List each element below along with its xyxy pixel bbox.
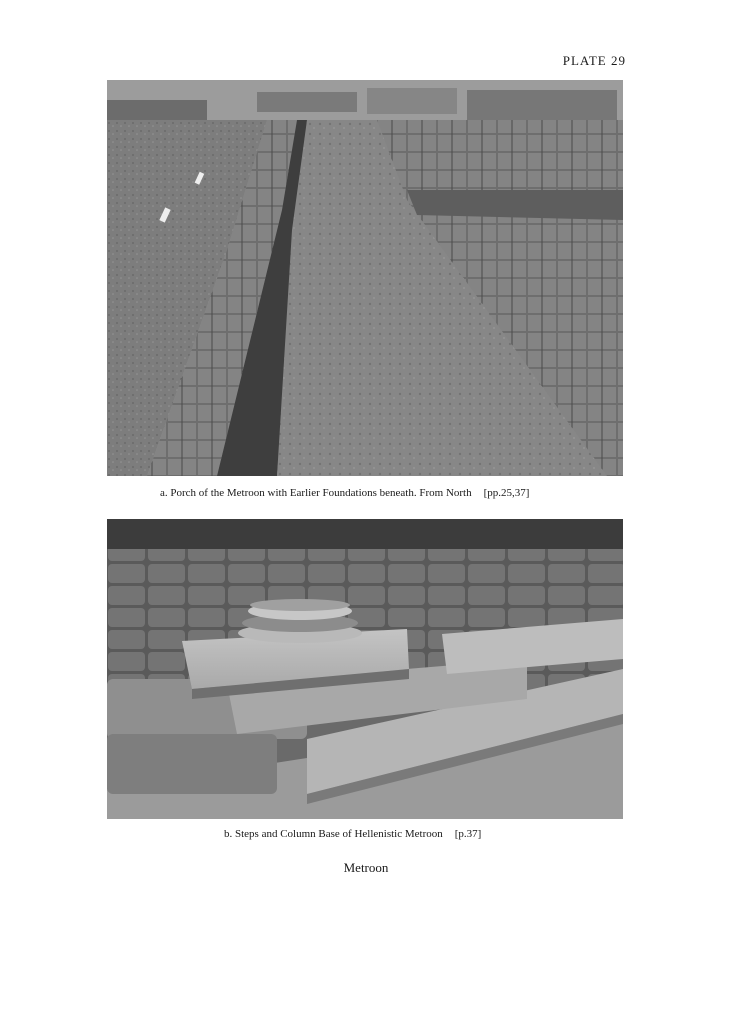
caption-a-page-reference: [pp.25,37] [483, 487, 530, 499]
photo-porch-foundations [107, 80, 623, 476]
plate-number: PLATE 29 [562, 53, 626, 68]
figure-caption-a [160, 487, 580, 499]
caption-b-page-reference: [p.37] [454, 828, 482, 840]
caption-a-text: a. Porch of the Metroon with Earlier Foundations beneath. From North [160, 487, 472, 499]
figure-caption-b [224, 828, 514, 840]
photo-steps-column-base [107, 519, 623, 819]
plate-title: Metroon [343, 860, 389, 875]
caption-b-text: b. Steps and Column Base of Hellenistic Metroon [224, 828, 443, 840]
